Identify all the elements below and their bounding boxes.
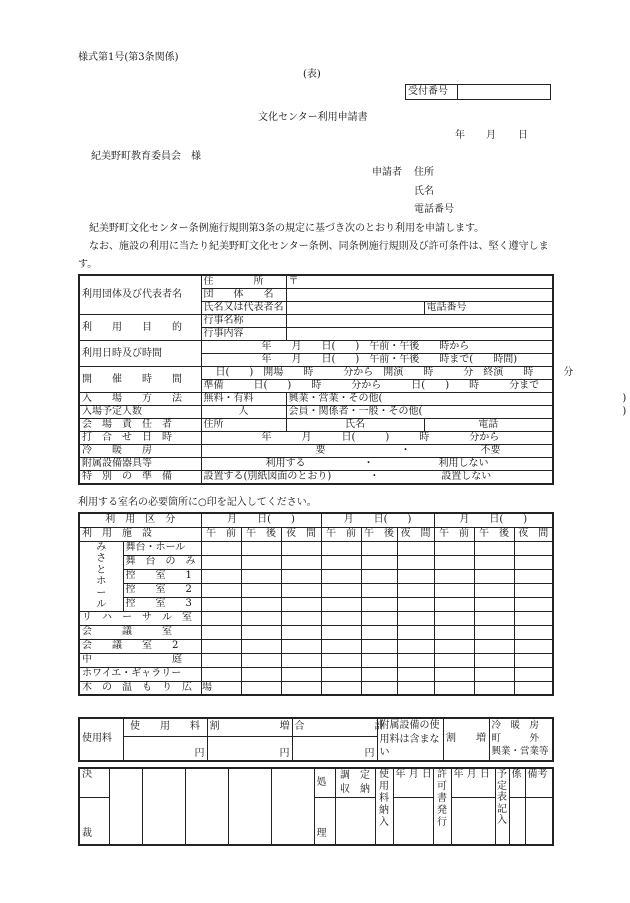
- room-slot-cell[interactable]: [474, 653, 514, 667]
- intro-text-2: なお、施設の利用に当たり紀美野町文化センター条例、同条例施行規則及び許可条件は、堅く遵守しま: [89, 241, 549, 252]
- ac-field[interactable]: [201, 445, 553, 458]
- ac-sep: ・: [400, 445, 411, 456]
- ac-no[interactable]: 不要: [480, 445, 501, 456]
- tel-label[interactable]: 電話番号: [424, 302, 553, 315]
- prep-sep: ・: [369, 471, 380, 482]
- fee-label: 使用料: [79, 718, 123, 761]
- fee-wari2-label: 割 増: [443, 718, 489, 761]
- fee-business: 興業・営業等: [491, 745, 549, 757]
- intro-text-3: す。: [78, 259, 98, 270]
- hall-label: みさとホール: [79, 541, 123, 611]
- sign-4[interactable]: [228, 768, 271, 845]
- room-slot-cell[interactable]: [514, 681, 553, 695]
- fee-total-label: 合 計: [292, 718, 377, 736]
- room-slot-cell[interactable]: [241, 555, 281, 569]
- room-slot-cell[interactable]: [474, 639, 514, 653]
- room-slot-cell[interactable]: [514, 667, 553, 681]
- room-slot-cell[interactable]: [201, 569, 241, 583]
- applicant-label: 申請者: [372, 167, 402, 178]
- room-slot-cell[interactable]: [201, 611, 241, 625]
- room-name: リ ハ ー サ ル 室: [79, 611, 201, 625]
- count-type[interactable]: 会員・関係者・一般・その他( ): [286, 406, 553, 419]
- room-slot-cell[interactable]: [321, 555, 361, 569]
- resp-phone[interactable]: 電話: [424, 419, 553, 432]
- room-slot-cell[interactable]: [281, 541, 321, 555]
- slot-header: 午 前: [434, 527, 474, 541]
- room-slot-cell[interactable]: [281, 569, 321, 583]
- room-slot-cell[interactable]: [321, 611, 361, 625]
- equip-sep: ・: [363, 458, 374, 469]
- room-slot-cell[interactable]: [397, 569, 434, 583]
- receipt-label: 受付番号: [406, 85, 458, 100]
- equip-field[interactable]: [201, 458, 553, 471]
- room-slot-cell[interactable]: [361, 653, 397, 667]
- room-slot-cell[interactable]: [241, 681, 281, 695]
- room-slot-cell[interactable]: [397, 667, 434, 681]
- room-slot-cell[interactable]: [397, 625, 434, 639]
- room-slot-cell[interactable]: [514, 569, 553, 583]
- room-slot-cell[interactable]: [281, 653, 321, 667]
- room-slot-cell[interactable]: [321, 541, 361, 555]
- room-slot-cell[interactable]: [321, 639, 361, 653]
- room-slot-cell[interactable]: [321, 597, 361, 611]
- yotei-label: 予定表記入: [495, 768, 509, 845]
- approval-table: [78, 767, 554, 846]
- event-name-field[interactable]: [286, 315, 553, 328]
- date-2-field[interactable]: [451, 798, 495, 845]
- room-slot-cell[interactable]: [201, 541, 241, 555]
- date-header[interactable]: 月 日( ): [434, 513, 553, 527]
- room-slot-cell[interactable]: [201, 653, 241, 667]
- applicant-phone-label: 電話番号: [414, 204, 454, 215]
- meet-label: 打 合 せ 日 時: [79, 432, 201, 445]
- applicant-name-label: 氏名: [414, 186, 434, 197]
- room-slot-cell[interactable]: [361, 681, 397, 695]
- room-slot-cell[interactable]: [397, 555, 434, 569]
- room-slot-cell[interactable]: [474, 667, 514, 681]
- datetime-from[interactable]: 年 月 日( ) 午前・午後 時から: [201, 341, 553, 354]
- fee-surcharge-types: [489, 718, 553, 761]
- ac-label: 冷 暖 房: [79, 445, 201, 458]
- fee-table: [78, 717, 554, 762]
- room-slot-cell[interactable]: [514, 541, 553, 555]
- count-field[interactable]: 人: [201, 406, 286, 419]
- room-slot-cell[interactable]: [514, 611, 553, 625]
- room-slot-cell[interactable]: [201, 667, 241, 681]
- date-2[interactable]: 年 月 日: [451, 768, 495, 798]
- kessai-top: 決: [79, 768, 109, 798]
- room-table: [78, 512, 554, 696]
- room-name: 舞台・ホール: [123, 541, 201, 555]
- slot-header: 午 後: [241, 527, 281, 541]
- hold-prep[interactable]: 準備 日( ) 時 分から 日( ) 時 分まで: [201, 380, 553, 393]
- room-slot-cell[interactable]: [514, 639, 553, 653]
- purpose-label: 利 用 目 的: [79, 315, 201, 341]
- room-name: 会 議 室: [79, 625, 201, 639]
- count-label: 入場予定人数: [79, 406, 201, 419]
- room-slot-cell[interactable]: [514, 653, 553, 667]
- ac-yes[interactable]: 要: [315, 445, 326, 456]
- room-slot-cell[interactable]: [434, 541, 474, 555]
- prep-label: 特 別 の 準 備: [79, 471, 201, 485]
- room-slot-cell[interactable]: [201, 555, 241, 569]
- room-slot-cell[interactable]: [241, 639, 281, 653]
- fee-ac: 冷 暖 房: [491, 720, 540, 732]
- room-slot-cell[interactable]: [434, 639, 474, 653]
- event-content-label: 行事内容: [201, 328, 286, 341]
- kakari-label: 係: [509, 768, 525, 798]
- room-slot-cell[interactable]: [241, 569, 281, 583]
- room-slot-cell[interactable]: [474, 597, 514, 611]
- kakari-field[interactable]: [509, 798, 525, 845]
- room-slot-cell[interactable]: [241, 611, 281, 625]
- receipt-box: [405, 84, 551, 100]
- fee-outside: 町 外: [491, 732, 540, 744]
- room-slot-cell[interactable]: [281, 667, 321, 681]
- chotei-field[interactable]: [335, 798, 375, 845]
- org-field[interactable]: [286, 289, 553, 302]
- room-slot-cell[interactable]: [241, 541, 281, 555]
- room-name: 中 庭: [79, 653, 201, 667]
- room-slot-cell[interactable]: [321, 583, 361, 597]
- slot-header: 夜 間: [514, 527, 553, 541]
- room-slot-cell[interactable]: [361, 541, 397, 555]
- room-slot-cell[interactable]: [321, 653, 361, 667]
- room-slot-cell[interactable]: [434, 611, 474, 625]
- application-table: [78, 274, 627, 485]
- kubun-label: 利 用 区 分: [79, 513, 201, 527]
- date-month: 月: [486, 130, 496, 141]
- room-slot-cell[interactable]: [434, 555, 474, 569]
- date-header[interactable]: 月 日( ): [201, 513, 321, 527]
- applicant-address-label: 住所: [414, 167, 434, 178]
- rep-label: 氏名又は代表者名: [201, 302, 286, 315]
- fee-wari-field[interactable]: 円: [207, 736, 292, 760]
- room-slot-cell[interactable]: [361, 569, 397, 583]
- group-label: 利用団体及び代表者名: [79, 275, 201, 315]
- chotei: 調 定: [340, 770, 370, 781]
- room-slot-cell[interactable]: [397, 653, 434, 667]
- room-slot-cell[interactable]: [361, 555, 397, 569]
- room-slot-cell[interactable]: [514, 625, 553, 639]
- room-name: 控 室 1: [123, 569, 201, 583]
- sign-2[interactable]: [142, 768, 185, 845]
- room-slot-cell[interactable]: [281, 681, 321, 695]
- room-slot-cell[interactable]: [397, 639, 434, 653]
- resp-label: 会 場 責 任 者: [79, 419, 201, 432]
- room-slot-cell[interactable]: [241, 583, 281, 597]
- room-slot-cell[interactable]: [281, 555, 321, 569]
- room-slot-cell[interactable]: [361, 583, 397, 597]
- room-slot-cell[interactable]: [397, 541, 434, 555]
- slot-header: 午 前: [201, 527, 241, 541]
- biko-label: 備考: [525, 768, 553, 798]
- addressee: 紀美野町教育委員会 様: [91, 151, 201, 162]
- entry-label: 入 場 方 法: [79, 393, 201, 406]
- room-slot-cell[interactable]: [361, 597, 397, 611]
- date-day: 日: [518, 130, 528, 141]
- room-slot-cell[interactable]: [281, 625, 321, 639]
- sign-3[interactable]: [185, 768, 228, 845]
- chotei-shuno: [335, 768, 375, 798]
- slot-header: 夜 間: [281, 527, 321, 541]
- room-slot-cell[interactable]: [281, 639, 321, 653]
- room-slot-cell[interactable]: [474, 569, 514, 583]
- room-slot-cell[interactable]: [474, 555, 514, 569]
- shori-top: 処: [314, 768, 335, 798]
- room-slot-cell[interactable]: [241, 653, 281, 667]
- room-name: 舞 台 の み: [123, 555, 201, 569]
- room-slot-cell[interactable]: [434, 569, 474, 583]
- rep-field[interactable]: [286, 302, 424, 315]
- room-name: 控 室 3: [123, 597, 201, 611]
- shisetsu-label: 利 用 施 設: [79, 527, 201, 541]
- room-name: 控 室 2: [123, 583, 201, 597]
- shori-bottom: 理: [314, 798, 335, 845]
- date-1[interactable]: 年 月 日: [393, 768, 433, 798]
- kyoka-label: 許可書発行: [433, 768, 451, 845]
- room-slot-cell[interactable]: [241, 597, 281, 611]
- room-slot-cell[interactable]: [361, 667, 397, 681]
- room-name: 木 の 温 も り 広 場: [79, 681, 201, 695]
- event-name-label: 行事名称: [201, 315, 286, 328]
- equip-no[interactable]: 利用しない: [438, 458, 489, 469]
- addr-field[interactable]: 〒: [286, 275, 553, 289]
- fee-wari-label: 割 増: [207, 718, 292, 736]
- rooms-instruction: 利用する室名の必要箇所に○印を記入してください。: [78, 497, 317, 508]
- equip-yes[interactable]: 利用する: [265, 458, 306, 469]
- room-slot-cell[interactable]: [434, 583, 474, 597]
- sign-5[interactable]: [271, 768, 314, 845]
- hold-label: 開 催 時 間: [79, 367, 201, 393]
- event-content-field[interactable]: [286, 328, 553, 341]
- shuno: 収 納: [340, 784, 370, 795]
- org-label: 団 体 名: [201, 289, 286, 302]
- room-slot-cell[interactable]: [434, 667, 474, 681]
- room-slot-cell[interactable]: [201, 625, 241, 639]
- prep-no[interactable]: 設置しない: [441, 471, 492, 482]
- room-slot-cell[interactable]: [474, 681, 514, 695]
- room-slot-cell[interactable]: [241, 667, 281, 681]
- room-slot-cell[interactable]: [321, 569, 361, 583]
- kessai-bottom: 裁: [79, 798, 109, 845]
- slot-header: 午 後: [474, 527, 514, 541]
- fee-use-label: 使 用 料: [123, 718, 207, 736]
- room-slot-cell[interactable]: [397, 583, 434, 597]
- meet-field[interactable]: 年 月 日( ) 時 分から: [201, 432, 553, 445]
- slot-header: 午 前: [321, 527, 361, 541]
- room-slot-cell[interactable]: [361, 611, 397, 625]
- datetime-to[interactable]: 年 月 日( ) 午前・午後 時まで( 時間): [201, 354, 553, 367]
- receipt-field[interactable]: [458, 85, 551, 100]
- page-title: 文化センター利用申請書: [258, 112, 368, 123]
- room-slot-cell[interactable]: [397, 597, 434, 611]
- shiyoryo-label: 使用料納入: [375, 768, 393, 845]
- room-slot-cell[interactable]: [397, 681, 434, 695]
- room-name: 会 議 室 2: [79, 639, 201, 653]
- room-slot-cell[interactable]: [201, 639, 241, 653]
- room-slot-cell[interactable]: [514, 583, 553, 597]
- room-slot-cell[interactable]: [434, 681, 474, 695]
- room-slot-cell[interactable]: [397, 611, 434, 625]
- room-slot-cell[interactable]: [361, 625, 397, 639]
- intro-text-1: 紀美野町文化センター条例施行規則第3条の規定に基づき次のとおり利用を申請します。: [89, 223, 485, 234]
- room-slot-cell[interactable]: [434, 625, 474, 639]
- room-slot-cell[interactable]: [241, 625, 281, 639]
- room-slot-cell[interactable]: [201, 583, 241, 597]
- form-number: 様式第1号(第3条関係): [78, 52, 179, 63]
- room-slot-cell[interactable]: [361, 639, 397, 653]
- date-year: 年: [455, 130, 465, 141]
- room-slot-cell[interactable]: [434, 653, 474, 667]
- entry-type[interactable]: 興業・営業・その他( ): [286, 393, 553, 406]
- room-slot-cell[interactable]: [321, 667, 361, 681]
- datetime-label: 利用日時及び時間: [79, 341, 201, 367]
- room-slot-cell[interactable]: [474, 625, 514, 639]
- slot-header: 午 後: [361, 527, 397, 541]
- room-slot-cell[interactable]: [321, 681, 361, 695]
- room-slot-cell[interactable]: [281, 597, 321, 611]
- room-slot-cell[interactable]: [514, 597, 553, 611]
- biko-field[interactable]: [525, 798, 553, 845]
- room-slot-cell[interactable]: [474, 583, 514, 597]
- prep-yes[interactable]: 設置する(別紙図面のとおり): [203, 471, 332, 482]
- slot-header: 夜 間: [397, 527, 434, 541]
- resp-address[interactable]: 住所: [201, 419, 286, 432]
- sign-1[interactable]: [109, 768, 142, 845]
- room-slot-cell[interactable]: [201, 597, 241, 611]
- date-header[interactable]: 月 日( ): [321, 513, 434, 527]
- room-slot-cell[interactable]: [281, 583, 321, 597]
- room-slot-cell[interactable]: [281, 611, 321, 625]
- fee-use-field[interactable]: 円: [123, 736, 207, 760]
- resp-name[interactable]: 氏名: [286, 419, 424, 432]
- page-side: (表): [303, 69, 321, 80]
- fee-total-field[interactable]: 円: [292, 736, 377, 760]
- hold-open[interactable]: 日( ) 開場 時 分から 開演 時 分 終演 時 分: [201, 367, 553, 380]
- entry-fee[interactable]: 無料・有料: [201, 393, 286, 406]
- room-slot-cell[interactable]: [434, 597, 474, 611]
- fee-equip-note: 附属設備の使用料は含まない: [377, 718, 443, 761]
- room-name: ホワイエ・ギャラリー: [79, 667, 201, 681]
- room-slot-cell[interactable]: [474, 611, 514, 625]
- room-slot-cell[interactable]: [514, 555, 553, 569]
- date-1-field[interactable]: [393, 798, 433, 845]
- equip-label: 附属設備器具等: [79, 458, 201, 471]
- prep-field[interactable]: [201, 471, 553, 485]
- room-slot-cell[interactable]: [474, 541, 514, 555]
- addr-label: 住 所: [201, 275, 286, 289]
- room-slot-cell[interactable]: [321, 625, 361, 639]
